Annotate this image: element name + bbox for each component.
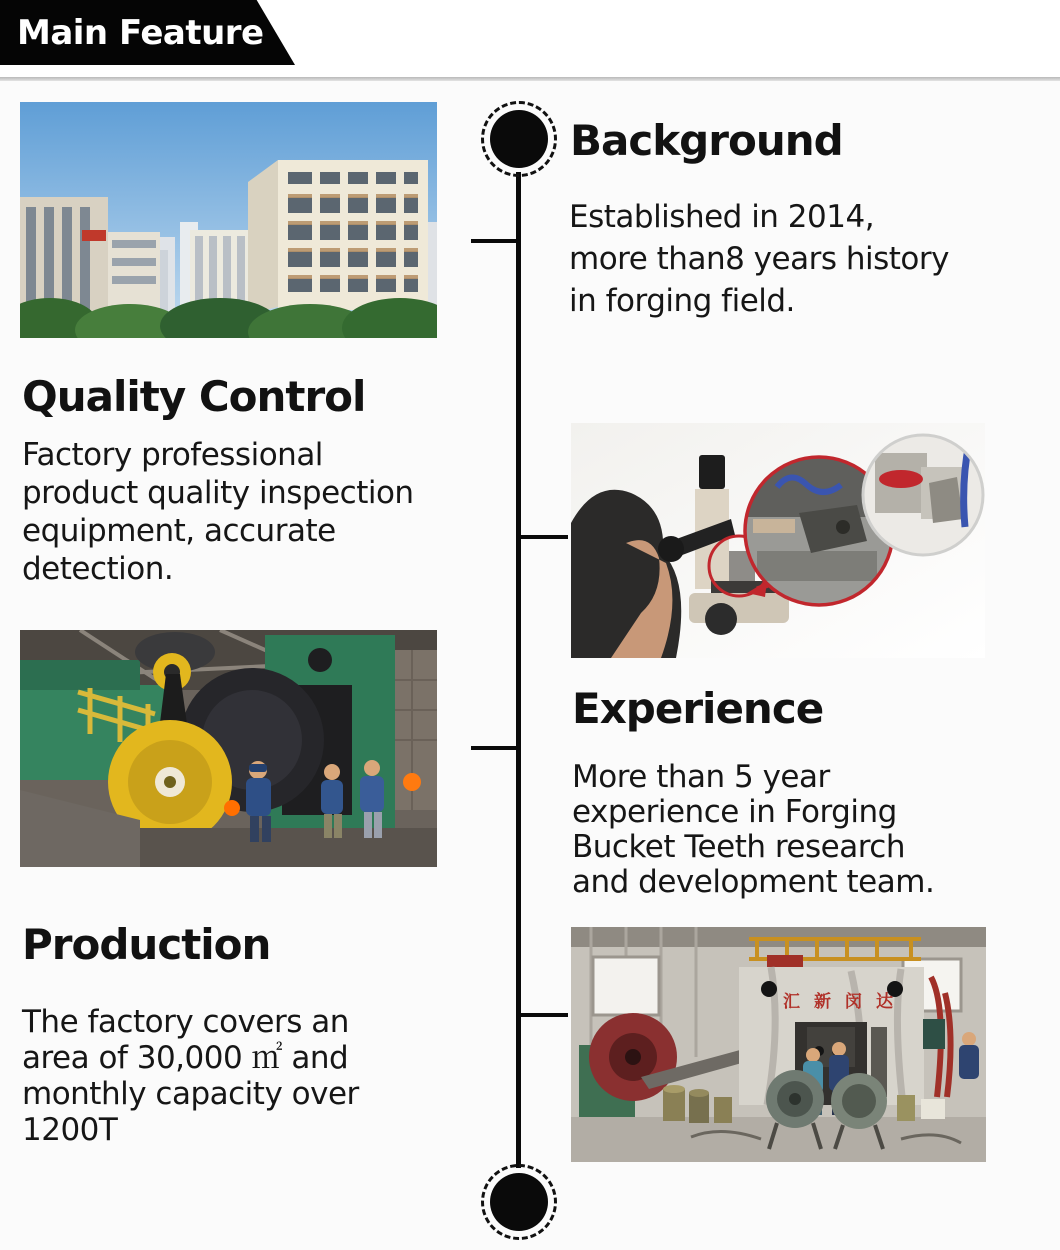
experience-paragraph: More than 5 year experience in Forging Bucket Teeth research and development team. xyxy=(572,759,935,900)
production-title: Production xyxy=(22,920,271,969)
window xyxy=(593,957,659,1015)
connector-machinery xyxy=(471,746,520,750)
connector-building xyxy=(471,239,517,243)
background-paragraph: Established in 2014, more than8 years history in forging field. xyxy=(569,199,949,319)
machinery-photo xyxy=(20,630,437,867)
timeline-bottom-node-dot xyxy=(490,1173,548,1231)
experience-title: Experience xyxy=(572,684,824,733)
background-title: Background xyxy=(570,116,843,165)
factory-photo xyxy=(571,927,986,1162)
quality-inspection-photo xyxy=(571,423,985,658)
callout-grinder xyxy=(863,435,983,555)
connector-factory xyxy=(521,1013,568,1017)
connector-quality-photo xyxy=(521,535,568,539)
timeline-top-node-dot xyxy=(490,110,548,168)
hot-metal-glow xyxy=(224,800,240,816)
red-sign-detail xyxy=(82,230,106,241)
timeline-vertical-line xyxy=(516,172,521,1168)
quality-control-title: Quality Control xyxy=(22,372,366,421)
production-paragraph: The factory covers an area of 30,000 ㎡ and monthly capacity over 1200T xyxy=(22,1004,359,1148)
ribbon-title: Main Feature xyxy=(17,13,264,53)
building-photo xyxy=(20,102,437,338)
press-sign-text: 汇新闵达 xyxy=(783,992,907,1012)
quality-control-paragraph: Factory professional product quality inspection equipment, accurate detection. xyxy=(22,437,414,587)
